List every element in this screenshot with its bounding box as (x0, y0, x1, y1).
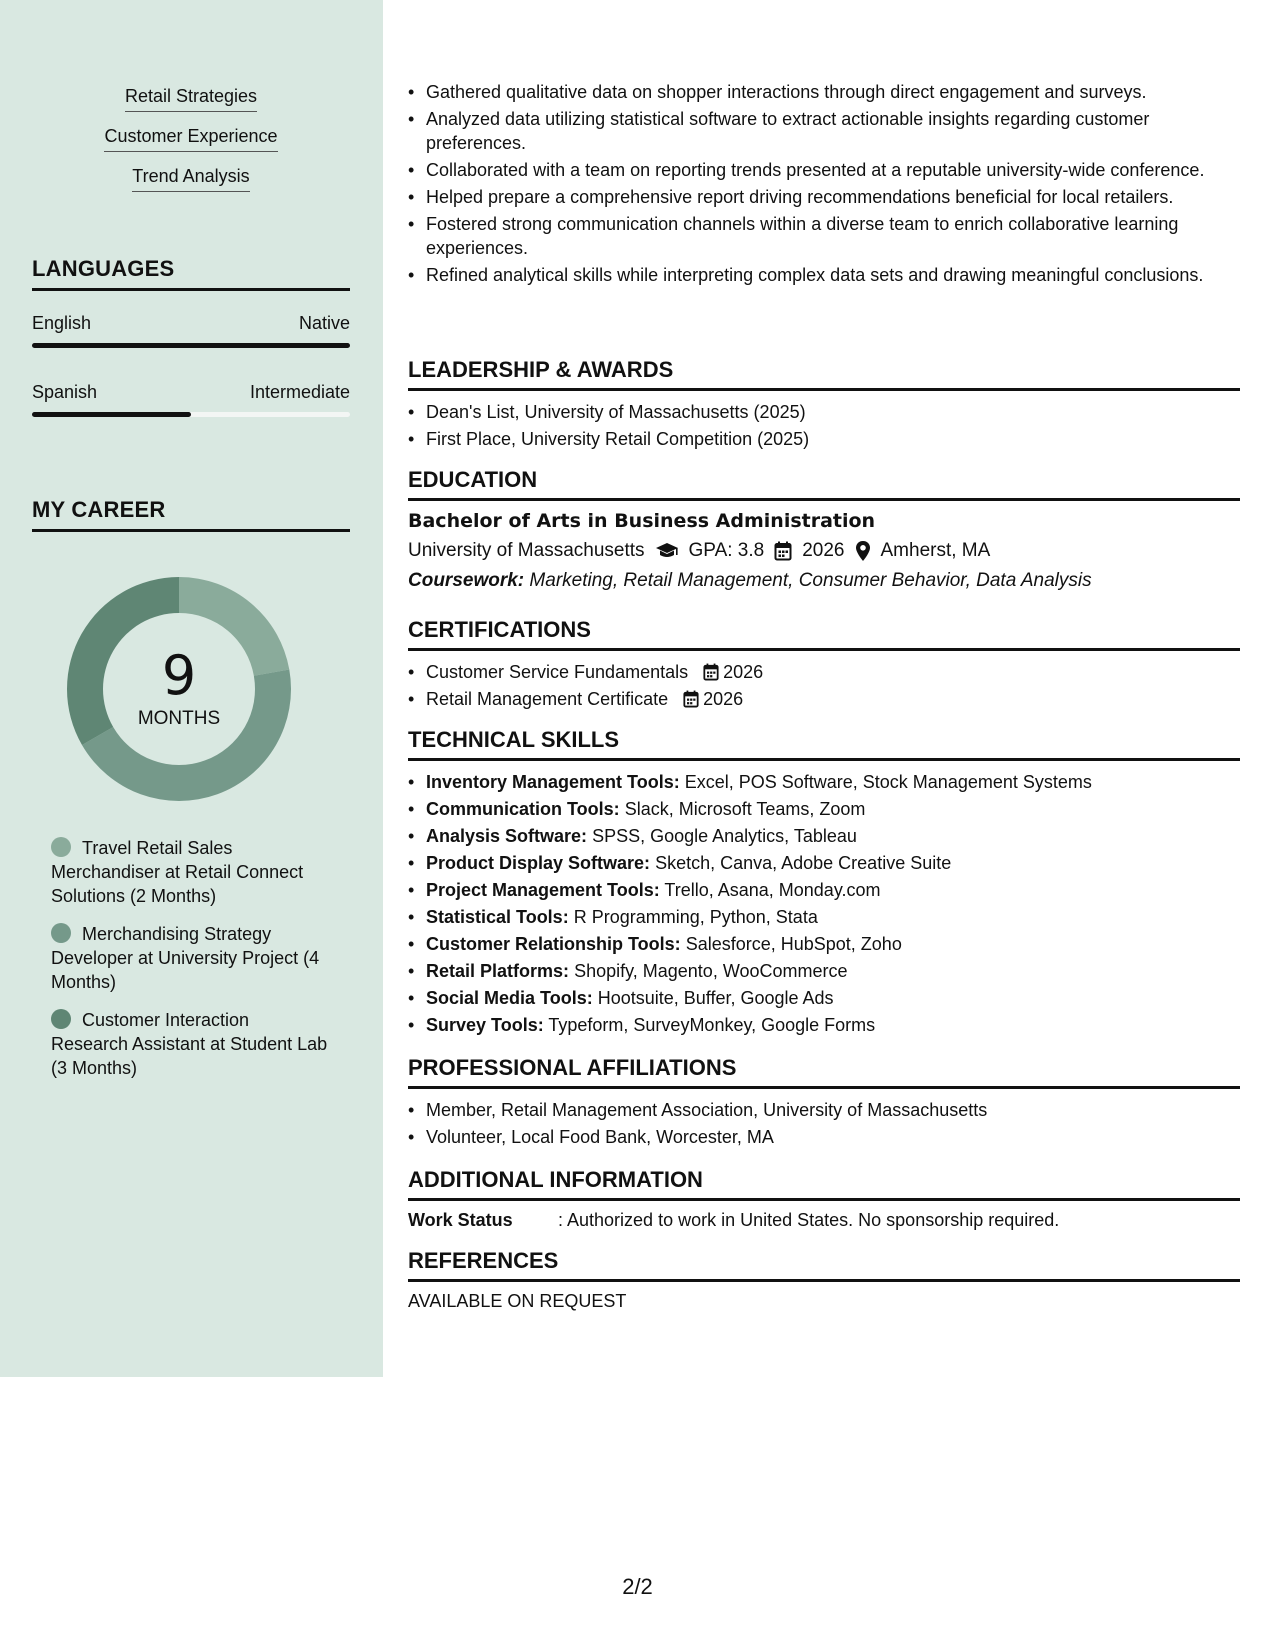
language-proficiency-bar (32, 343, 350, 348)
skill-label: Social Media Tools: (426, 988, 593, 1008)
skill-item (426, 959, 1240, 983)
award-item: • First Place, University Retail Competition (2025) (426, 427, 1240, 451)
graduation-year: 2026 (802, 540, 845, 561)
work-status (408, 1210, 1240, 1231)
skill-value: SPSS, Google Analytics, Tableau (592, 826, 857, 846)
legend-dot (51, 837, 71, 857)
skill-item (426, 797, 1240, 821)
language-level: Intermediate (249, 382, 350, 402)
certification-name: Retail Management Certificate (426, 689, 669, 709)
skill-item (426, 851, 1240, 875)
skill-item (426, 878, 1240, 902)
work-status-value: : Authorized to work in United States. No sponsorship required. (558, 1210, 1060, 1230)
skill-item (426, 905, 1240, 929)
career-item (51, 836, 331, 908)
affiliations-section (408, 1055, 1240, 1152)
career-item (51, 922, 331, 994)
experience-bullet: • Helped prepare a comprehensive report driving recommendations beneficial for local retailers. (426, 185, 1240, 209)
language-name: Spanish (32, 382, 98, 402)
career-donut-chart (64, 574, 294, 804)
skill-value: Trello, Asana, Monday.com (664, 880, 881, 900)
skill-value: Slack, Microsoft Teams, Zoom (624, 799, 866, 819)
skill-value: R Programming, Python, Stata (573, 907, 818, 927)
location-pin-icon (855, 540, 871, 562)
career-item (51, 1008, 331, 1080)
skill-item (426, 932, 1240, 956)
skill-item (426, 824, 1240, 848)
language-proficiency-fill (32, 343, 350, 348)
page-number: 2/2 (622, 1574, 653, 1599)
legend-dot (51, 923, 71, 943)
skill-label: Communication Tools: (426, 799, 620, 819)
certification-year: 2026 (723, 662, 764, 682)
skill-tag[interactable]: Customer Experience (104, 126, 277, 152)
degree-title: Bachelor of Arts in Business Administration (408, 510, 876, 532)
section-heading: LEADERSHIP & AWARDS (408, 357, 1240, 391)
leadership-section (408, 357, 1240, 454)
skill-item (426, 770, 1240, 794)
language-level: Native (298, 313, 350, 333)
skill-value: Excel, POS Software, Stock Management Systems (684, 772, 1092, 792)
school-name: University of Massachusetts (408, 540, 645, 561)
language-proficiency-fill (32, 412, 191, 417)
coursework (408, 570, 1240, 592)
skill-label: Statistical Tools: (426, 907, 569, 927)
certifications-section (408, 617, 1240, 714)
coursework-list: Marketing, Retail Management, Consumer Behavior, Data Analysis (529, 570, 1092, 591)
language-name: English (32, 313, 92, 333)
award-item: • Dean's List, University of Massachusetts (2025) (426, 400, 1240, 424)
education-location: Amherst, MA (880, 540, 991, 561)
career-total-unit: MONTHS (137, 708, 221, 729)
skill-label: Project Management Tools: (426, 880, 660, 900)
calendar-icon (703, 663, 719, 681)
skill-value: Hootsuite, Buffer, Google Ads (597, 988, 834, 1008)
experience-bullets (408, 80, 1240, 290)
additional-info-section (408, 1167, 1240, 1231)
affiliation-item: • Volunteer, Local Food Bank, Worcester, MA (426, 1125, 1240, 1149)
skill-label: Survey Tools: (426, 1015, 544, 1035)
technical-skills-section (408, 727, 1240, 1040)
skill-label: Customer Relationship Tools: (426, 934, 681, 954)
coursework-label: Coursework: (408, 570, 525, 591)
experience-bullet: • Gathered qualitative data on shopper interactions through direct engagement and surveys. (426, 80, 1240, 104)
section-heading: ADDITIONAL INFORMATION (408, 1167, 1240, 1201)
affiliation-item: • Member, Retail Management Association, University of Massachusetts (426, 1098, 1240, 1122)
graduation-cap-icon (655, 542, 679, 560)
skill-item (426, 986, 1240, 1010)
career-total-value: 9 (161, 644, 197, 707)
sidebar (0, 0, 383, 1377)
career-item-text: Travel Retail Sales Merchandiser at Retail Connect Solutions (2 Months) (51, 838, 304, 906)
career-item-text: Customer Interaction Research Assistant at Student Lab (3 Months) (51, 1010, 328, 1078)
skill-value: Typeform, SurveyMonkey, Google Forms (548, 1015, 876, 1035)
references-section (408, 1248, 1240, 1312)
skill-tag[interactable]: Retail Strategies (125, 86, 257, 112)
skill-value: Salesforce, HubSpot, Zoho (685, 934, 902, 954)
education-section (408, 467, 1240, 592)
career-item-text: Merchandising Strategy Developer at University Project (4 Months) (51, 924, 320, 992)
certification-item (426, 687, 1240, 711)
skill-label: Retail Platforms: (426, 961, 570, 981)
skill-tag[interactable]: Trend Analysis (132, 166, 249, 192)
references-text: AVAILABLE ON REQUEST (408, 1291, 627, 1311)
languages-heading: LANGUAGES (32, 256, 350, 291)
skill-value: Shopify, Magento, WooCommerce (574, 961, 848, 981)
certification-name: Customer Service Fundamentals (426, 662, 689, 682)
section-heading: REFERENCES (408, 1248, 1240, 1282)
experience-bullet: • Collaborated with a team on reporting trends presented at a reputable university-wide conference. (426, 158, 1240, 182)
skill-tags (32, 86, 350, 206)
experience-bullet: • Analyzed data utilizing statistical software to extract actionable insights regarding customer preferences. (426, 107, 1240, 155)
section-heading: CERTIFICATIONS (408, 617, 1240, 651)
skill-item (426, 1013, 1240, 1037)
skill-label: Inventory Management Tools: (426, 772, 680, 792)
gpa: GPA: 3.8 (688, 540, 765, 561)
skill-label: Analysis Software: (426, 826, 588, 846)
calendar-icon (683, 690, 699, 708)
section-heading: PROFESSIONAL AFFILIATIONS (408, 1055, 1240, 1089)
language-proficiency-bar (32, 412, 350, 417)
education-details (408, 540, 1240, 562)
section-heading: TECHNICAL SKILLS (408, 727, 1240, 761)
calendar-icon (774, 541, 792, 561)
certification-item (426, 660, 1240, 684)
section-heading: EDUCATION (408, 467, 1240, 501)
certification-year: 2026 (703, 689, 744, 709)
experience-bullet: • Refined analytical skills while interpreting complex data sets and drawing meaningful conclusions. (426, 263, 1240, 287)
skill-label: Product Display Software: (426, 853, 651, 873)
experience-bullet: • Fostered strong communication channels within a diverse team to enrich collaborative learning experiences. (426, 212, 1240, 260)
legend-dot (51, 1009, 71, 1029)
career-list (51, 836, 331, 1094)
career-heading: MY CAREER (32, 497, 350, 532)
skill-value: Sketch, Canva, Adobe Creative Suite (655, 853, 952, 873)
work-status-label: Work Status (408, 1210, 513, 1230)
